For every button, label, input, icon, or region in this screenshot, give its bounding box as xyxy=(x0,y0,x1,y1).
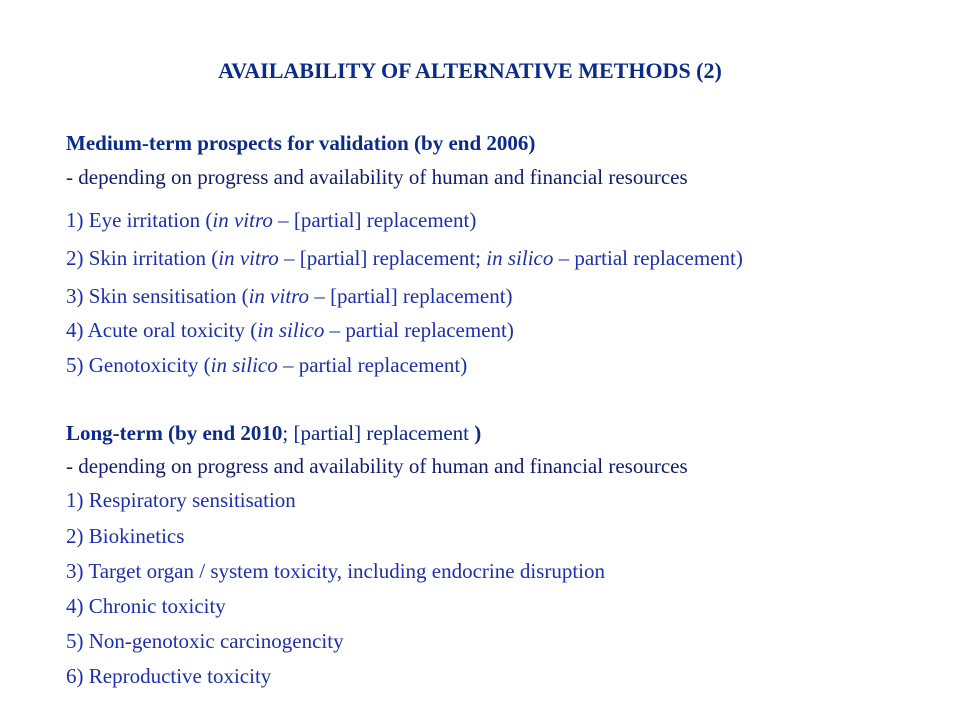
item-lead: 5) Genotoxicity ( xyxy=(66,353,211,377)
long-item-1: 1) Respiratory sensitisation xyxy=(66,488,296,512)
long-term-heading-bold: Long-term (by end 2010 xyxy=(66,421,283,445)
item-lead: 1) Eye irritation ( xyxy=(66,208,213,232)
slide-title: AVAILABILITY OF ALTERNATIVE METHODS (2) xyxy=(218,58,722,83)
long-term-note: - depending on progress and availability of human and financial resources xyxy=(66,454,688,478)
item-term: in vitro xyxy=(218,246,279,270)
item-text: – partial replacement) xyxy=(324,318,514,342)
medium-item-3 xyxy=(66,283,513,309)
long-item-2: 2) Biokinetics xyxy=(66,524,185,548)
item-lead: 2) Skin irritation ( xyxy=(66,246,219,270)
long-item-5: 5) Non-genotoxic carcinogencity xyxy=(66,629,344,653)
item-term: in vitro xyxy=(212,208,273,232)
medium-item-2 xyxy=(66,245,743,271)
item-text: – [partial] replacement) xyxy=(272,208,477,232)
item-text: – [partial] replacement) xyxy=(309,284,513,308)
long-item-3: 3) Target organ / system toxicity, including endocrine disruption xyxy=(66,559,605,583)
item-term: in silico xyxy=(257,318,325,342)
item-text: – [partial] replacement; xyxy=(278,246,487,270)
item-lead: 4) Acute oral toxicity ( xyxy=(66,318,258,342)
item-lead: 3) Skin sensitisation ( xyxy=(66,284,249,308)
item-text-2: – partial replacement) xyxy=(553,246,743,270)
long-item-4: 4) Chronic toxicity xyxy=(66,594,226,618)
medium-term-heading: Medium-term prospects for validation (by end 2006) xyxy=(66,131,536,155)
long-term-heading-close: ) xyxy=(474,421,482,445)
long-item-6: 6) Reproductive toxicity xyxy=(66,664,272,688)
medium-item-1 xyxy=(66,207,476,233)
item-term: in vitro xyxy=(248,284,310,308)
item-term-2: in silico xyxy=(486,246,554,270)
long-term-heading xyxy=(66,420,481,446)
long-term-heading-plain: ; [partial] replacement xyxy=(282,421,475,445)
medium-item-4 xyxy=(66,317,514,343)
medium-term-note: - depending on progress and availability of human and financial resources xyxy=(66,165,688,189)
medium-item-5 xyxy=(66,352,467,378)
item-text: – partial replacement) xyxy=(277,353,468,377)
item-term: in silico xyxy=(210,353,278,377)
